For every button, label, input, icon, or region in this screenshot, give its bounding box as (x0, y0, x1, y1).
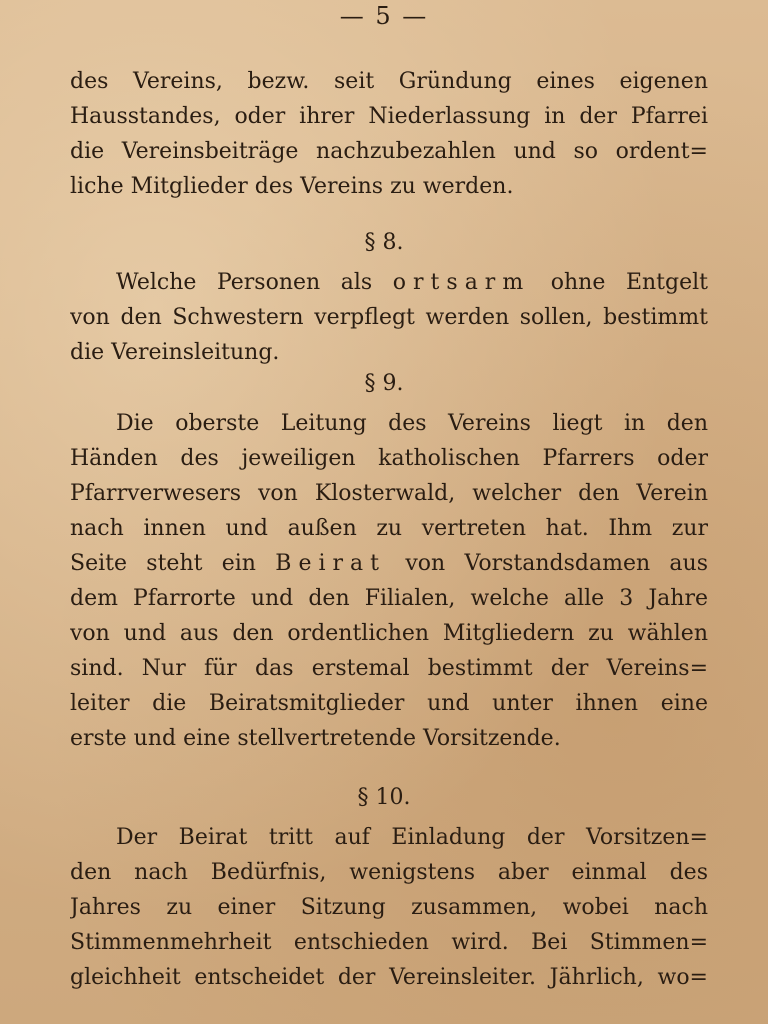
section-9-paragraph (70, 406, 708, 756)
text-line: liche Mitglieder des Vereins zu werden. (70, 174, 514, 199)
text-line: Der Beirat tritt auf Einladung der Vorsitzen= (116, 825, 708, 850)
text-line (70, 265, 708, 300)
text-line (70, 546, 708, 581)
text-line: leiter die Beiratsmitglieder und unter ihnen eine (70, 691, 708, 716)
text-line: den nach Bedürfnis, wenigstens aber einmal des (70, 860, 708, 885)
text-line: von und aus den ordentlichen Mitgliedern zu wählen (70, 621, 708, 646)
text-line: gleichheit entscheidet der Vereinsleiter. Jährlich, wo= (70, 965, 708, 990)
text-line: nach innen und außen zu vertreten hat. Ihm zur (70, 516, 708, 541)
section-heading-9: § 9. (364, 371, 404, 396)
section-10-paragraph (70, 820, 708, 995)
text-fragment: Seite steht ein (70, 551, 256, 576)
page-number: — 5 — (339, 2, 429, 30)
text-line: erste und eine stellvertretende Vorsitzende. (70, 726, 561, 751)
text-fragment: von Vorstandsdamen aus (405, 551, 708, 576)
text-line: Pfarrverwesers von Klosterwald, welcher den Verein (70, 481, 708, 506)
text-line: sind. Nur für das erstemal bestimmt der Vereins= (70, 656, 708, 681)
text-line: die Vereinsleitung. (70, 340, 280, 365)
text-line: des Vereins, bezw. seit Gründung eines eigenen (70, 69, 708, 94)
text-line: Die oberste Leitung des Vereins liegt in den (116, 411, 708, 436)
text-line: dem Pfarrorte und den Filialen, welche alle 3 Jahre (70, 586, 708, 611)
text-fragment: ohne Entgelt (550, 270, 708, 295)
text-fragment: Welche Personen als (116, 270, 373, 295)
text-line: Jahres zu einer Sitzung zusammen, wobei nach (70, 895, 708, 920)
paragraph-continued (70, 64, 708, 204)
text-line: Stimmenmehrheit entschieden wird. Bei Stimmen= (70, 930, 708, 955)
text-line: von den Schwestern verpflegt werden sollen, bestimmt (70, 305, 708, 330)
text-line: die Vereinsbeiträge nachzubezahlen und so ordent= (70, 139, 708, 164)
section-8-paragraph (70, 265, 708, 370)
emphasized-word: Beirat (275, 551, 386, 576)
emphasized-word: ortsarm (392, 270, 531, 295)
text-line: Händen des jeweiligen katholischen Pfarrers oder (70, 446, 708, 471)
text-line: Hausstandes, oder ihrer Niederlassung in der Pfarrei (70, 104, 708, 129)
section-heading-8: § 8. (364, 230, 404, 255)
section-heading-10: § 10. (357, 785, 411, 810)
